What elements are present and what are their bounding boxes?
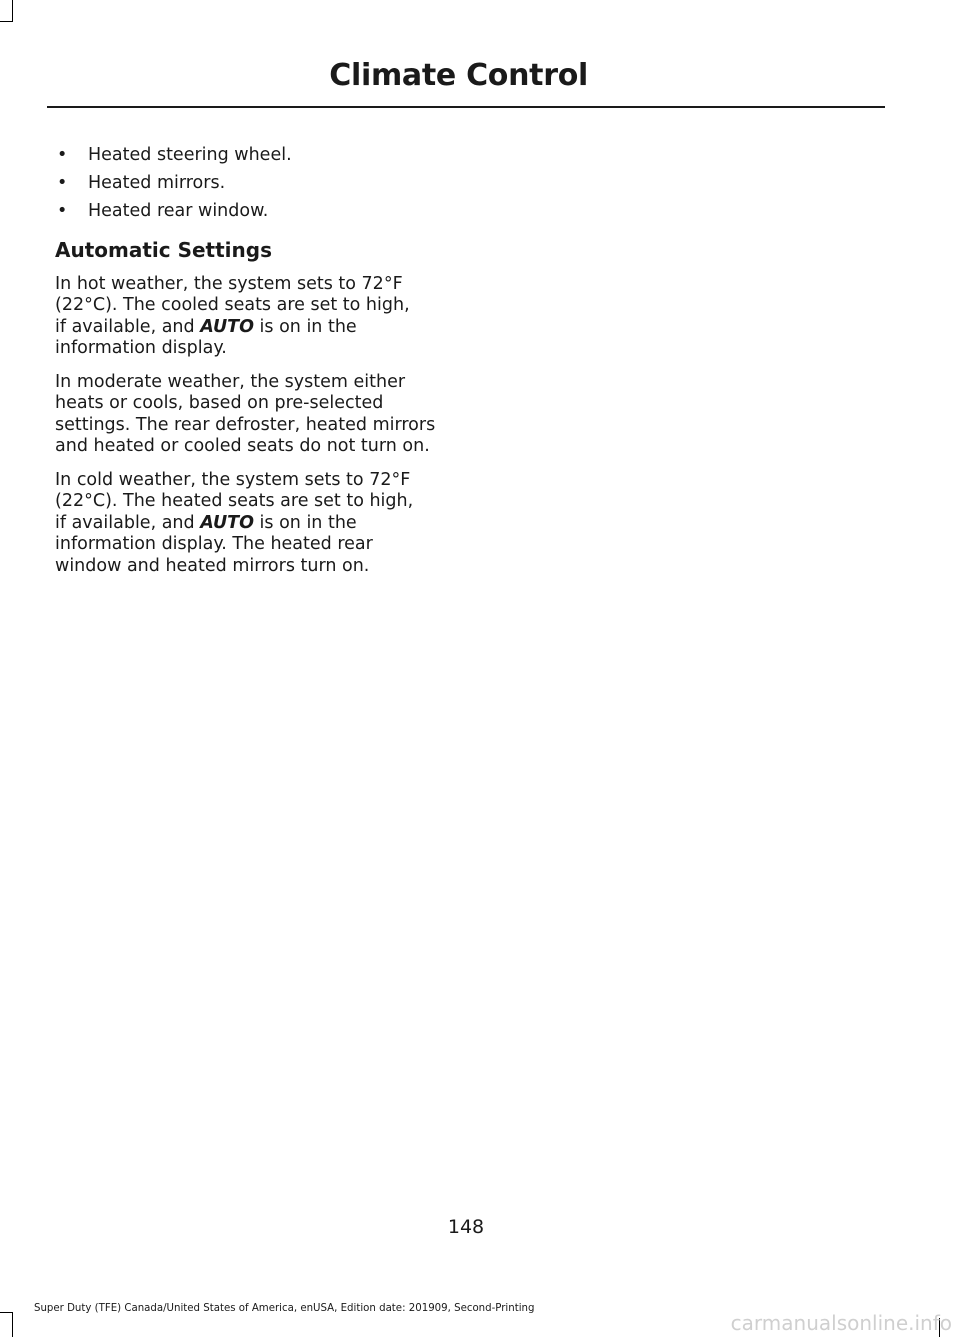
auto-label: AUTO — [200, 316, 254, 337]
text-line: (22°C). The heated seats are set to high, — [55, 491, 414, 511]
list-item-text: Heated steering wheel. — [88, 145, 292, 165]
list-item-text: Heated rear window. — [88, 201, 269, 221]
text-line-part: is on in the — [253, 512, 357, 533]
auto-label: AUTO — [200, 512, 254, 533]
crop-mark-bottom-left-horizontal — [0, 1312, 13, 1313]
page-title: Climate Control — [329, 58, 588, 93]
bullet-marker: • — [57, 201, 68, 221]
paragraph-cold-weather — [55, 470, 455, 578]
footer-edition-info: Super Duty (TFE) Canada/United States of America, enUSA, Edition date: 201909, Second-Printing — [34, 1303, 535, 1314]
header-divider — [47, 106, 885, 108]
watermark: carmanualsonline.info — [730, 1311, 952, 1335]
text-line: information display. — [55, 338, 227, 358]
crop-mark-top-left-horizontal — [0, 21, 13, 22]
list-item-text: Heated mirrors. — [88, 173, 226, 193]
bullet-marker: • — [57, 173, 68, 193]
text-line: and heated or cooled seats do not turn on. — [55, 436, 430, 456]
bullet-marker: • — [57, 145, 68, 165]
feature-list — [55, 145, 455, 223]
text-line: In cold weather, the system sets to 72°F — [55, 469, 411, 490]
crop-mark-top-left-vertical — [12, 0, 13, 22]
text-line: window and heated mirrors turn on. — [55, 555, 370, 576]
text-line-part: if available, and — [55, 512, 201, 533]
section-heading: Automatic Settings — [55, 237, 272, 262]
text-line: heats or cools, based on pre-selected — [55, 393, 384, 413]
text-line: In hot weather, the system sets to 72°F — [55, 273, 403, 294]
list-item — [55, 173, 455, 195]
text-line: (22°C). The cooled seats are set to high, — [55, 295, 410, 315]
text-line-part: if available, and — [55, 316, 201, 337]
crop-mark-bottom-left-vertical — [12, 1312, 13, 1337]
text-line: information display. The heated rear — [55, 534, 373, 554]
text-line: In moderate weather, the system either — [55, 371, 406, 392]
main-content — [55, 145, 455, 589]
paragraph-moderate-weather — [55, 372, 455, 458]
paragraph-hot-weather — [55, 274, 455, 360]
text-line-part: is on in the — [253, 316, 357, 337]
page-number: 148 — [447, 1216, 485, 1238]
text-line: settings. The rear defroster, heated mirrors — [55, 414, 436, 435]
list-item — [55, 201, 455, 223]
list-item — [55, 145, 455, 167]
